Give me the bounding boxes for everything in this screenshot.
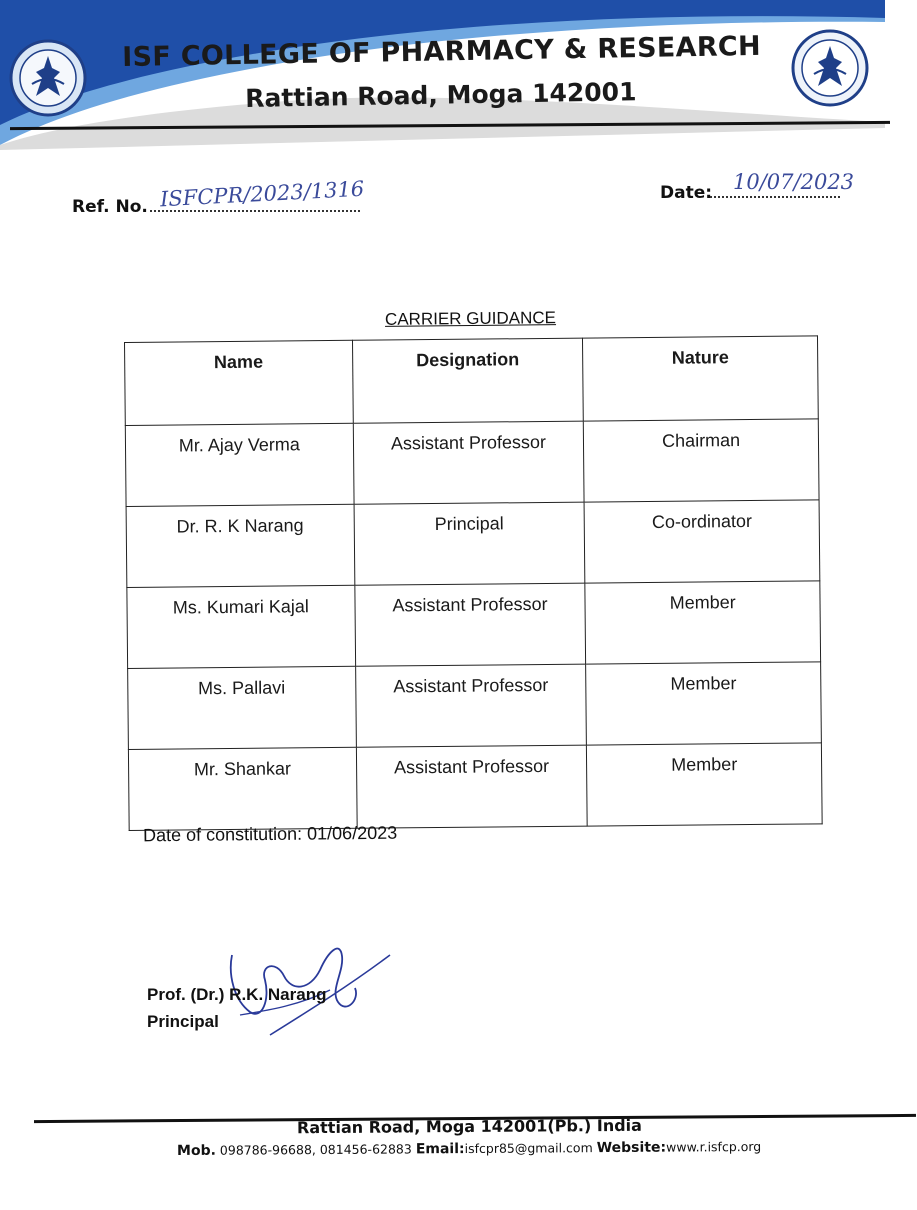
table-row bbox=[128, 662, 822, 750]
college-address: Rattian Road, Moga 142001 bbox=[245, 77, 637, 113]
committee-table bbox=[124, 335, 823, 831]
header-nature: Nature bbox=[583, 336, 818, 421]
document-title: CARRIER GUIDANCE bbox=[384, 308, 557, 329]
header-name: Name bbox=[125, 340, 353, 425]
member-designation: Assistant Professor bbox=[353, 421, 584, 504]
ref-number: ISFCPR/2023/1316 bbox=[159, 176, 365, 212]
signatory-role: Principal bbox=[147, 1012, 219, 1031]
member-nature: Co-ordinator bbox=[584, 500, 819, 583]
mob-numbers: 098786-96688, 081456-62883 bbox=[219, 1141, 412, 1158]
footer-address: Rattian Road, Moga 142001(Pb.) India bbox=[296, 1115, 642, 1138]
member-nature: Member bbox=[586, 662, 821, 745]
member-name: Mr. Shankar bbox=[128, 747, 356, 830]
email-label: Email: bbox=[415, 1141, 465, 1158]
member-designation: Assistant Professor bbox=[354, 583, 585, 666]
website-label: Website: bbox=[596, 1139, 667, 1157]
member-name: Dr. R. K Narang bbox=[126, 504, 354, 587]
member-nature: Member bbox=[585, 581, 820, 664]
website-url: www.r.isfcp.org bbox=[666, 1138, 762, 1155]
member-designation: Assistant Professor bbox=[356, 745, 587, 828]
ref-dotted-line bbox=[150, 210, 360, 212]
signatory-name: Prof. (Dr.) R.K. Narang bbox=[147, 985, 327, 1004]
table-row bbox=[128, 743, 822, 831]
college-seal-icon bbox=[8, 38, 88, 118]
table-header-row bbox=[125, 336, 819, 426]
member-designation: Principal bbox=[354, 502, 585, 585]
constitution-date: Date of constitution: 01/06/2023 bbox=[142, 822, 398, 846]
member-name: Ms. Kumari Kajal bbox=[127, 585, 355, 668]
member-name: Mr. Ajay Verma bbox=[125, 423, 353, 506]
email-address: isfcpr85@gmail.com bbox=[464, 1140, 593, 1157]
mob-label: Mob. bbox=[176, 1142, 216, 1160]
table-row bbox=[127, 581, 821, 669]
header-designation: Designation bbox=[352, 338, 583, 423]
member-designation: Assistant Professor bbox=[355, 664, 586, 747]
date-dotted-line bbox=[710, 196, 840, 198]
footer-contact bbox=[177, 1139, 761, 1159]
date-value: 10/07/2023 bbox=[733, 170, 855, 194]
college-name: ISF COLLEGE OF PHARMACY & RESEARCH bbox=[122, 30, 762, 73]
member-nature: Member bbox=[587, 743, 822, 826]
ref-label: Ref. No. bbox=[72, 197, 148, 217]
member-nature: Chairman bbox=[584, 419, 819, 502]
table-row bbox=[126, 500, 820, 588]
member-name: Ms. Pallavi bbox=[128, 666, 356, 749]
table-row bbox=[125, 419, 819, 507]
college-seal-icon-right bbox=[790, 28, 870, 108]
date-label: Date: bbox=[660, 183, 713, 203]
